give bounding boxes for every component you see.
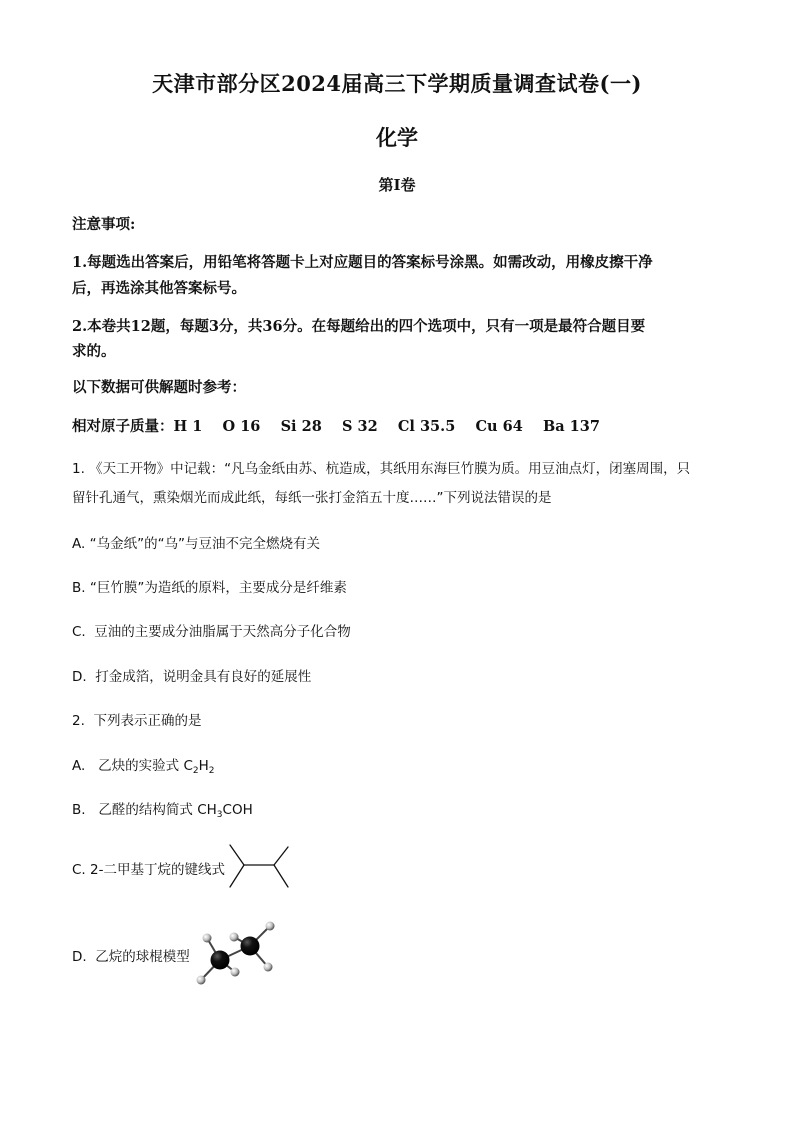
- q1-option-b: B. “巨竹膜”为造纸的原料，主要成分是纤维素: [72, 580, 347, 596]
- q1-stem-line-1: 1. 《天工开物》中记载：“凡乌金纸由苏、杭造成，其纸用东海巨竹膜为质。用豆油点灯，闭塞周围，只: [72, 461, 691, 477]
- q1-option-a: A. “乌金纸”的“乌”与豆油不完全燃烧有关: [72, 536, 321, 552]
- q2-option-b: [72, 798, 253, 820]
- q2-option-a: [72, 754, 215, 776]
- notes-heading: 注意事项:: [72, 216, 136, 233]
- q2-option-a-text: A. 乙炔的实验式 C: [72, 758, 193, 774]
- q2-option-a-subscript-2: 2: [208, 766, 215, 776]
- skeletal-formula-figure: [228, 843, 292, 891]
- q1-option-d: D. 打金成箔，说明金具有良好的延展性: [72, 669, 312, 685]
- document-title: 天津市部分区2024届高三下学期质量调查试卷(一): [152, 71, 642, 96]
- note-1-line-1: 1.每题选出答案后，用铅笔将答题卡上对应题目的答案标号涂黑。如需改动，用橡皮擦干净: [72, 254, 653, 271]
- q2-option-c: C. 2-二甲基丁烷的键线式: [72, 862, 225, 878]
- volume-label: 第Ⅰ卷: [378, 176, 416, 194]
- q2-option-a-subscript-1: 2: [192, 766, 199, 776]
- q2-option-b-subscript: 3: [216, 810, 223, 820]
- q1-option-c: C. 豆油的主要成分油脂属于天然高分子化合物: [72, 624, 351, 640]
- subject-title: 化学: [376, 125, 418, 150]
- q2-option-b-tail: COH: [222, 802, 253, 818]
- q2-option-d: D. 乙烷的球棍模型: [72, 949, 190, 965]
- ball-and-stick-model: [196, 918, 282, 988]
- q1-stem-line-2: 留针孔通气，熏染烟光而成此纸，每纸一张打金箔五十度……”下列说法错误的是: [72, 490, 552, 506]
- note-1-line-2: 后，再选涂其他答案标号。: [72, 280, 246, 297]
- note-2-line-1: 2.本卷共12题，每题3分，共36分。在每题给出的四个选项中，只有一项是最符合题目要: [72, 318, 646, 335]
- atomic-masses: 相对原子质量：H 1 O 16 Si 28 S 32 Cl 35.5 Cu 64 Ba 137: [72, 418, 600, 435]
- q2-option-a-mid: H: [198, 758, 209, 774]
- q2-option-b-text: B. 乙醛的结构简式 CH: [72, 802, 217, 818]
- reference-heading: 以下数据可供解题时参考：: [72, 379, 246, 396]
- q2-stem: 2. 下列表示正确的是: [72, 713, 202, 729]
- note-2-line-2: 求的。: [72, 343, 116, 360]
